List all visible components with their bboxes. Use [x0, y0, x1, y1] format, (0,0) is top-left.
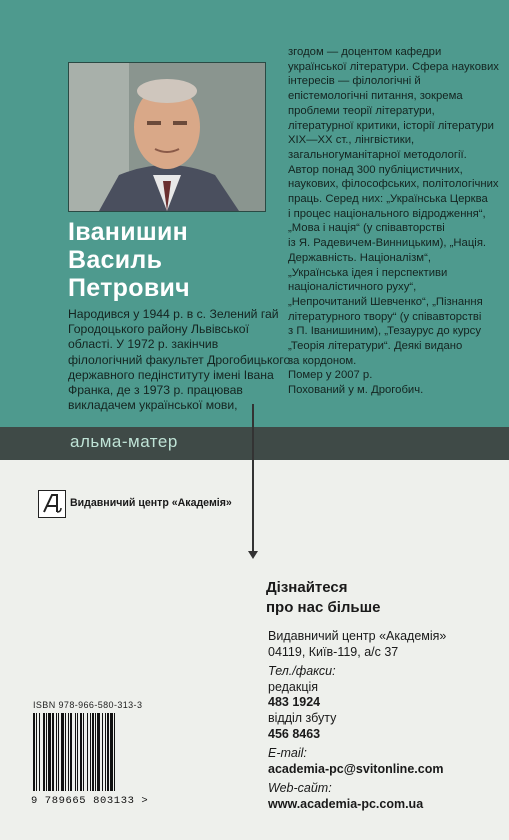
- author-photo: [68, 62, 266, 212]
- learn-more-heading: [266, 578, 381, 618]
- barcode-digits: 9 789665 803133 >: [31, 795, 149, 807]
- arrow-down-icon: [248, 551, 258, 559]
- web-label: Web-сайт:: [268, 781, 332, 796]
- sales-label: відділ збуту: [268, 710, 337, 725]
- academia-logo-icon: [38, 490, 66, 518]
- contact-publisher-name: Видавничий центр «Академія»: [268, 629, 447, 643]
- email-label: E-mail:: [268, 746, 307, 761]
- website-link[interactable]: www.academia-pc.com.ua: [268, 796, 424, 811]
- author-patronymic: Петрович: [68, 274, 190, 302]
- divider-arrow-line: [252, 404, 254, 555]
- author-given-name: Василь: [68, 246, 163, 274]
- publisher-name: Видавничий центр «Академія»: [70, 497, 232, 509]
- biography-right-column: згодом — доцентом кафедри української літератури. Сфера наукових інтересів — філологічні й епістемологічні питання, зокрема проблеми теорії літератури, літературної критики, історії літератури XIX—XX ст., лінгвістики, загальногуманітарної методології. Автор понад 300 публіцистичних, наукових, філософських, політологічних праць. Серед них: „Українська Церква і процес національного відродження“, „Мова і нація“ (у співавторстві із Я. Радевичем-Винницьким), „Нація. Державність. Націоналізм“, „Українська ідея і перспективи націоналістичного руху“, „Непрочитаний Шевченко“, „Пізнання літературного твору“ (у співавторстві з П. Іванишиним), „Тезаурус до курсу „Теорія літератури“. Деякі видано за кордоном. Помер у 2007 р. Похований у м. Дрогобич.: [288, 46, 499, 397]
- author-surname: Іванишин: [68, 218, 189, 246]
- editorial-label: редакція: [268, 679, 319, 694]
- sales-phone: 456 8463: [268, 726, 321, 741]
- biography-left-column: Народився у 1944 р. в с. Зелений гай Городоцького району Львівської області. У 1972 р. закінчив філологічний факультет Дрогобицького державного педінституту імені Івана Франка, де з 1973 р. працював викладачем української мови,: [68, 307, 291, 413]
- contact-info: [268, 629, 446, 813]
- phones-label: Тел./факси:: [268, 664, 336, 679]
- author-name: [68, 218, 268, 302]
- learn-more-line-2: про нас більше: [266, 599, 381, 616]
- learn-more-line-1: Дізнайтеся: [266, 579, 348, 596]
- contact-address: 04119, Київ-119, а/с 37: [268, 644, 399, 659]
- barcode: [31, 713, 151, 791]
- editorial-phone: 483 1924: [268, 695, 321, 710]
- isbn: ISBN 978-966-580-313-3: [33, 700, 143, 710]
- series-title: альма-матер: [70, 432, 178, 451]
- email-address[interactable]: academia-pc@svitonline.com: [268, 761, 444, 776]
